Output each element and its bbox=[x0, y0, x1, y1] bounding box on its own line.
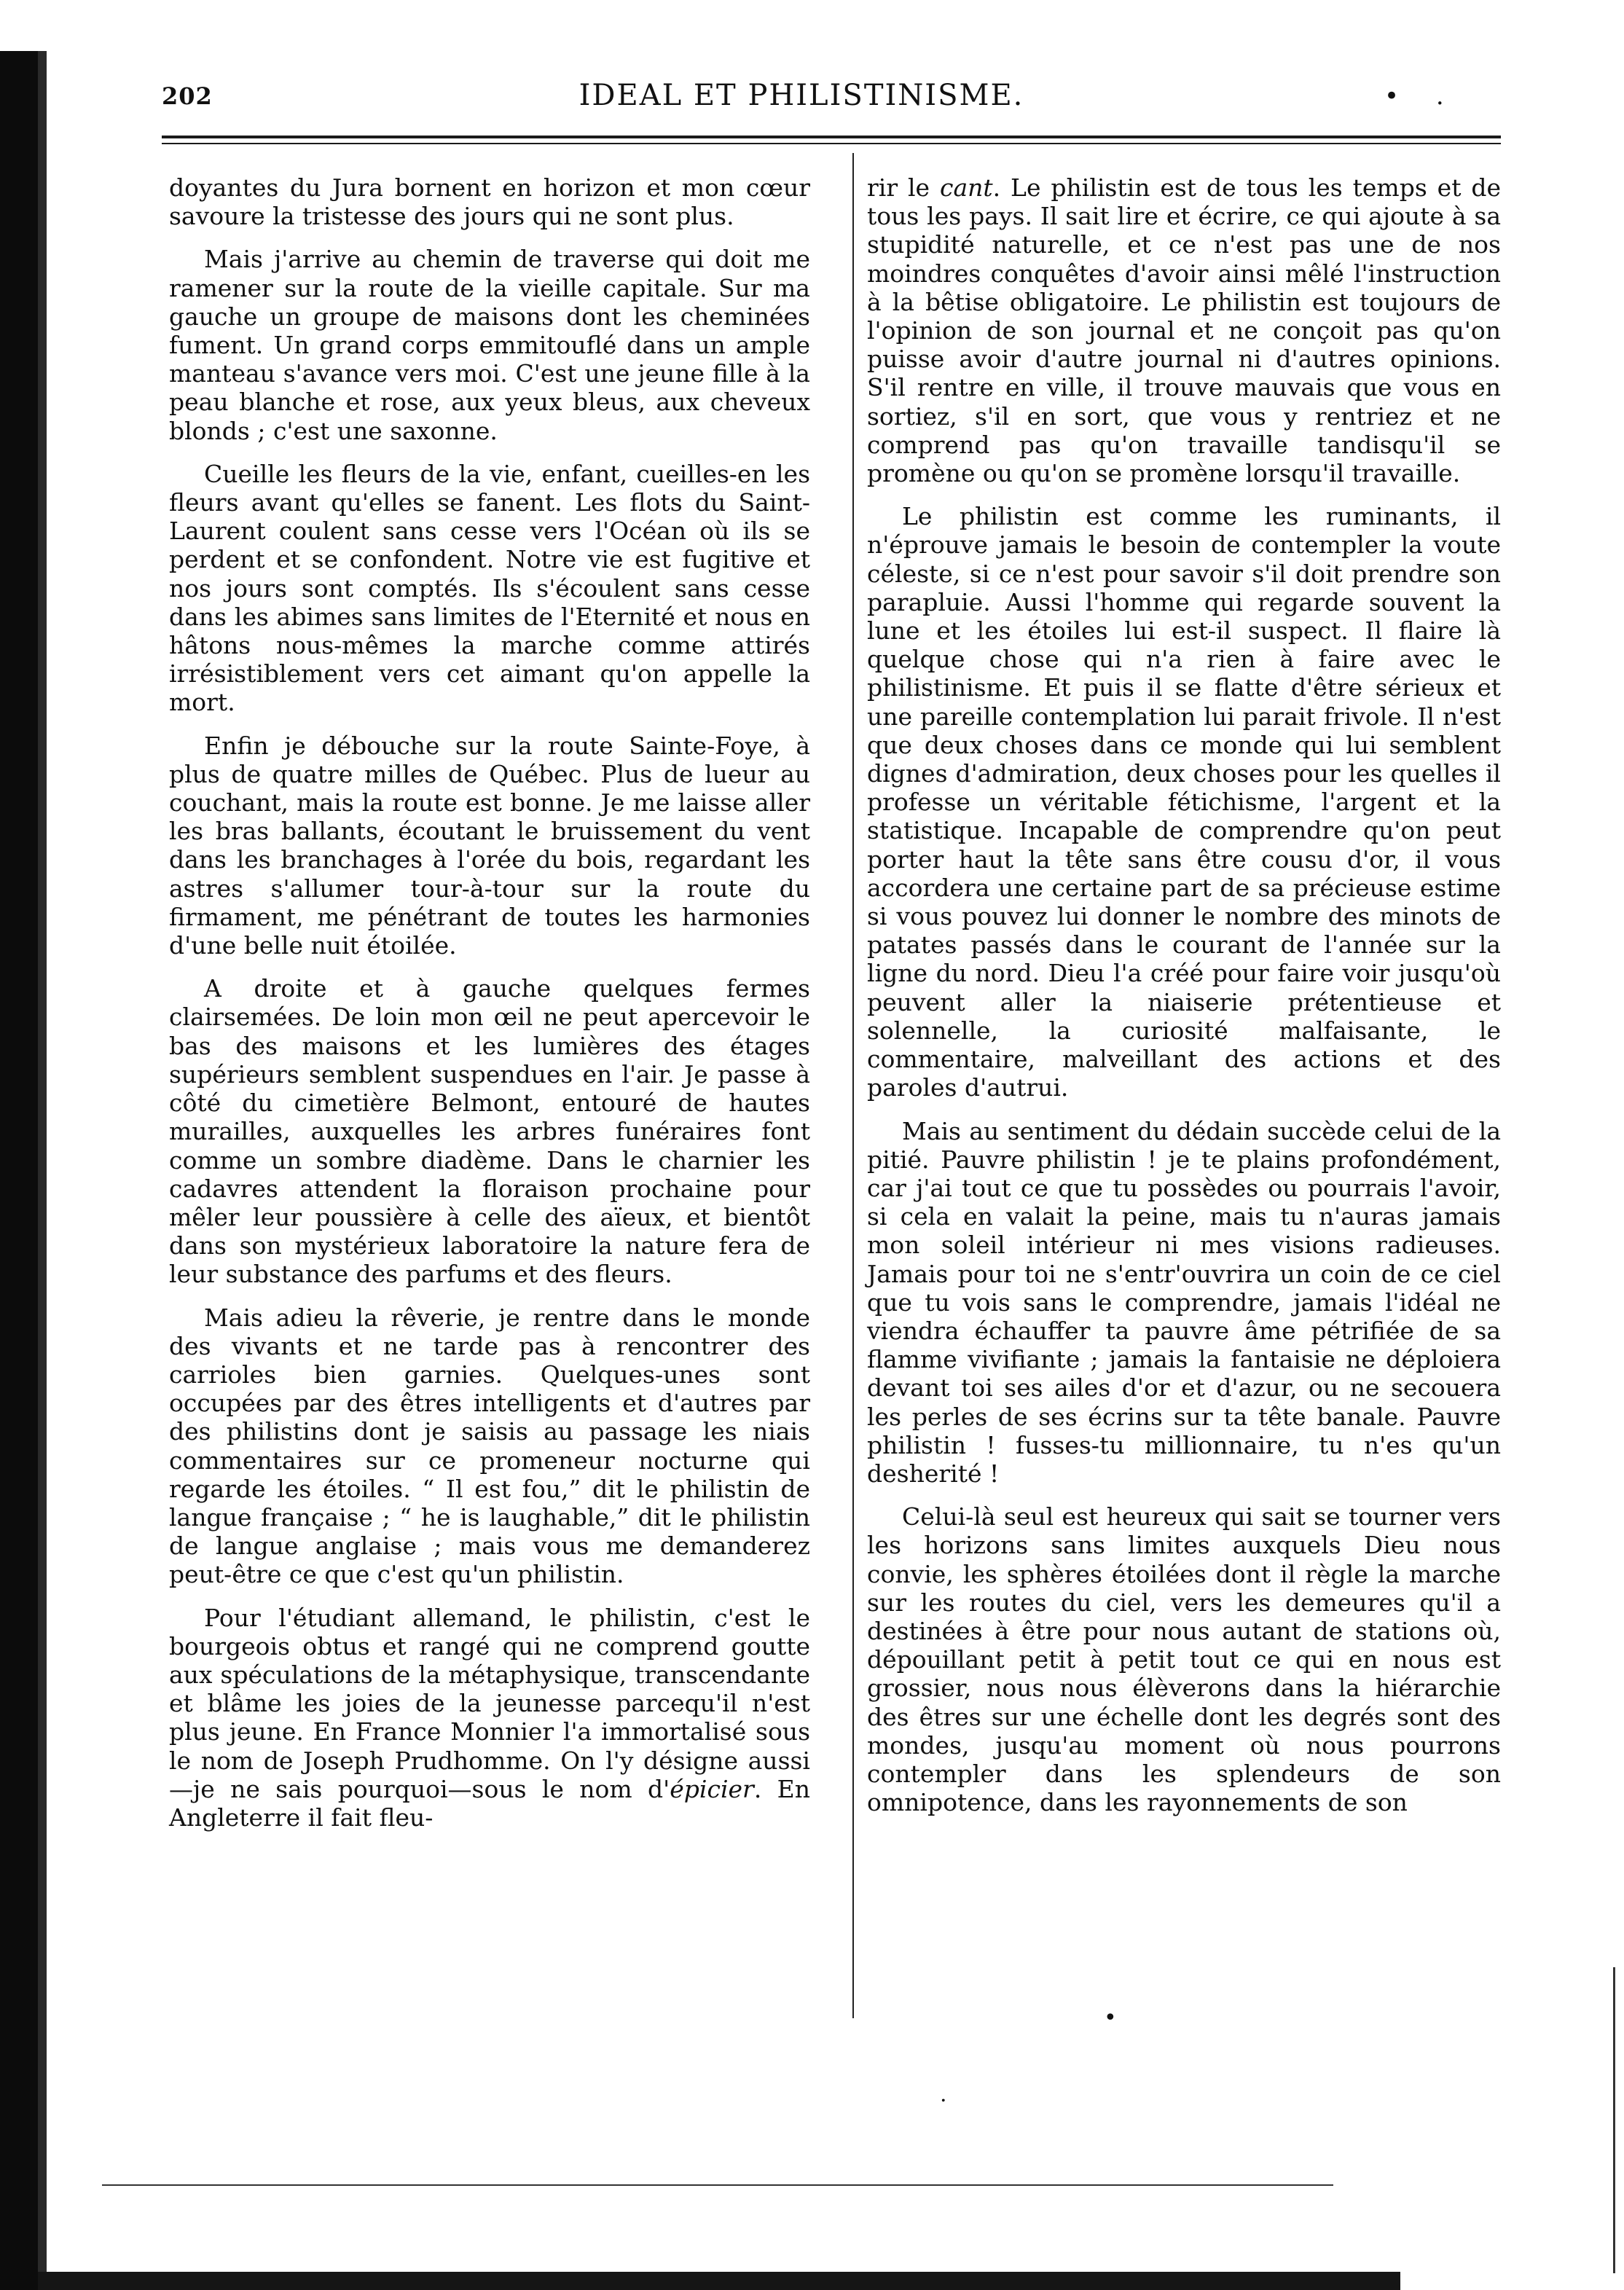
right-edge-trace bbox=[1613, 1967, 1615, 2273]
header-rule-thin bbox=[162, 143, 1501, 144]
page-number: 202 bbox=[162, 82, 213, 110]
paragraph: Celui-là seul est heureux qui sait se tourner vers les horizons sans limites auxquels Dieu nous convie, les sphères étoilées dont il règle la marche sur les routes du ciel, vers les demeures qu'il a destinées à être pour nous autant de stations où, dépouillant petit à petit tout ce qui en nous est grossier, nous nous élèverons dans la hiérarchie des êtres sur une échelle dont les degrés sont des mondes, jusqu'au moment où nous pourrons contempler dans les splendeurs de son omnipotence, dans les rayonnements de son bbox=[867, 1502, 1501, 1817]
paragraph: Mais adieu la rêverie, je rentre dans le monde des vivants et ne tarde pas à rencontrer des carrioles bien garnies. Quelques-unes sont occupées par des êtres intelligents et d'autres par des philistins dont je saisis au passage les niais commentaires sur ce promeneur nocturne qui regarde les étoiles. “ Il est fou,” dit le philistin de langue française ; “ he is laughable,” dit le philistin de langue anglaise ; mais vous me demanderez peut-être ce que c'est qu'un philistin. bbox=[169, 1303, 810, 1589]
paragraph-text: . En Angleterre il fait fleu- bbox=[169, 1774, 810, 1832]
left-column bbox=[169, 173, 810, 1846]
paragraph bbox=[169, 1604, 810, 1832]
paragraph-text: . Le philistin est de tous les temps et de tous les pays. Il sait lire et écrire, ce qui ajoute à sa stupidité naturelle, et ce n'est pas une de nos moindres conquêtes d'avoir ainsi mêlé l'instruction à la bêtise obligatoire. Le philistin est toujours de l'opinion de son journal et ne conçoit pas qu'on puisse avoir d'autre journal ni d'autres opinions. S'il rentre en ville, il trouve mauvais que vous en sortiez, s'il en sort, que vous y rentriez et ne comprend pas qu'on travaille tandisqu'il se promène ou qu'on se promène lorsqu'il travaille. bbox=[867, 173, 1501, 488]
paragraph bbox=[867, 173, 1501, 487]
paragraph: Cueille les fleurs de la vie, enfant, cueilles-en les fleurs avant qu'elles se fanent. Les flots du Saint-Laurent coulent sans cesse vers l'Océan où ils se perdent et se confondent. Notre vie est fugitive et nos jours sont comptés. Ils s'écoulent sans cesse dans les abimes sans limites de l'Eternité et nous en hâtons nous-mêmes la marche comme attirés irrésistiblement vers cet aimant qu'on appelle la mort. bbox=[169, 459, 810, 717]
paragraph: Enfin je débouche sur la route Sainte-Foye, à plus de quatre milles de Québec. Plus de lueur au couchant, mais la route est bonne. Je me laisse aller les bras ballants, écoutant le bruissement du vent dans les branchages à l'orée du bois, regardant les astres s'allumer tour-à-tour sur la route du firmament, me pénétrant de toutes les harmonies d'une belle nuit étoilée. bbox=[169, 731, 810, 960]
paragraph: Mais j'arrive au chemin de traverse qui doit me ramener sur la route de la vieille capitale. Sur ma gauche un groupe de maisons dont les cheminées fument. Un grand corps emmitouflé dans un ample manteau s'avance vers moi. C'est une jeune fille à la peau blanche et rose, aux yeux bleus, aux cheveux blonds ; c'est une saxonne. bbox=[169, 245, 810, 445]
book-gutter bbox=[38, 51, 47, 2290]
bottom-scan-shadow bbox=[38, 2272, 1400, 2290]
italic-term: cant bbox=[939, 173, 993, 202]
header-ornament: • . bbox=[1384, 82, 1459, 111]
running-title: IDEAL ET PHILISTINISME. bbox=[578, 79, 1024, 112]
bottom-rule bbox=[102, 2184, 1333, 2186]
paragraph-text: rir le bbox=[867, 173, 940, 202]
paragraph: A droite et à gauche quelques fermes clairsemées. De loin mon œil ne peut apercevoir le bas des maisons et les lumières des étages supérieurs semblent suspendues en l'air. Je passe à côté du cimetière Belmont, entouré de hautes murailles, auxquelles les arbres funéraires font comme un sombre diadème. Dans le charnier les cadavres attendent la floraison prochaine pour mêler leur poussière à celle des aïeux, et bientôt dans son mystérieux laboratoire la nature fera de leur substance des parfums et des fleurs. bbox=[169, 974, 810, 1289]
stray-mark: • bbox=[1104, 2005, 1117, 2031]
paragraph: Mais au sentiment du dédain succède celui de la pitié. Pauvre philistin ! je te plains profondément, car j'ai tout ce que tu possèdes ou pourrais l'avoir, si cela en valait la peine, mais tu n'auras jamais mon soleil intérieur ni mes visions radieuses. Jamais pour toi ne s'entr'ouvrira un coin de ce ciel que tu vois sans le comprendre, jamais l'idéal ne viendra échauffer ta pauvre âme pétrifiée de sa flamme vivifiante ; jamais la fantaisie ne déploiera devant toi ses ailes d'or et d'azur, ou ne secouera les perles de ses écrins sur ta tête banale. Pauvre philistin ! fusses-tu millionnaire, tu n'es qu'un desherité ! bbox=[867, 1116, 1501, 1488]
header-rule-thick bbox=[162, 136, 1501, 138]
stray-mark: . bbox=[940, 2082, 947, 2107]
book-spine-shadow bbox=[0, 51, 38, 2290]
paragraph: Le philistin est comme les ruminants, il n'éprouve jamais le besoin de contempler la voute céleste, si ce n'est pour savoir s'il doit prendre son parapluie. Aussi l'homme qui regarde souvent la lune et les étoiles lui est-il suspect. Il flaire là quelque chose qui n'a rien à faire avec le philistinisme. Et puis il se flatte d'être sérieux et une pareille contemplation lui parait frivole. Il n'est que deux choses dans ce monde qui lui semblent dignes d'admiration, deux choses pour les quelles il professe un véritable fétichisme, l'argent et la statistique. Incapable de comprendre qu'on peut porter haut la tête sans être cousu d'or, il vous accordera une certaine part de sa précieuse estime si vous pouvez lui donner le nombre des minots de patates passés dans le courant de l'année sur la ligne du nord. Dieu l'a créé pour faire voir jusqu'où peuvent aller la niaiserie prétentieuse et solennelle, la curiosité malfaisante, le commentaire, malveillant des actions et des paroles d'autrui. bbox=[867, 502, 1501, 1102]
paragraph-text: Pour l'étudiant allemand, le philistin, c'est le bourgeois obtus et rangé qui ne comprend goutte aux spéculations de la métaphysique, transcendante et blâme les joies de la jeunesse parcequ'il n'est plus jeune. En France Monnier l'a immortalisé sous le nom de Joseph Prudhomme. On l'y désigne aussi—je ne sais pourquoi—sous le nom d' bbox=[169, 1603, 810, 1803]
italic-term: épicier bbox=[670, 1774, 754, 1803]
column-separator bbox=[852, 153, 854, 2018]
right-column bbox=[867, 173, 1501, 1831]
paragraph: doyantes du Jura bornent en horizon et mon cœur savoure la tristesse des jours qui ne sont plus. bbox=[169, 173, 810, 231]
